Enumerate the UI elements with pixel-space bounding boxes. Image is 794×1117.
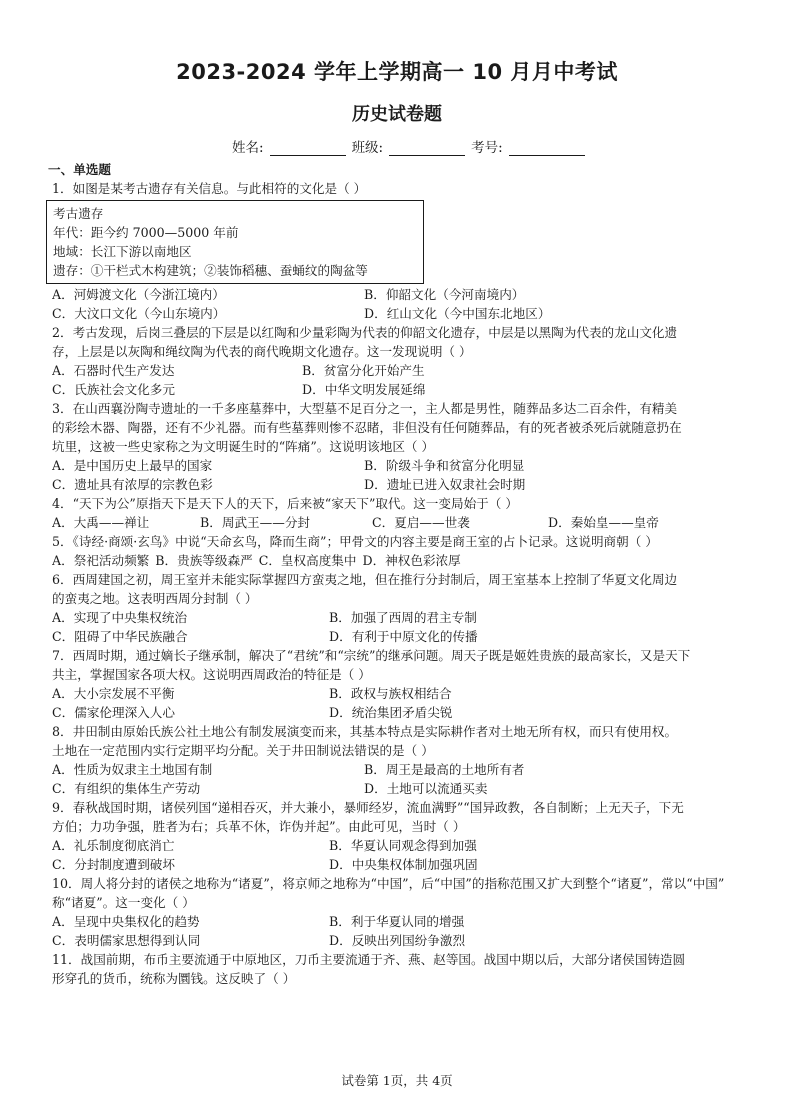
- option-D[interactable]: D．遗址已进入奴隶社会时期: [364, 477, 526, 492]
- option-C[interactable]: C．表明儒家思想得到认同: [52, 933, 201, 948]
- option-B[interactable]: B．贫富分化开始产生: [302, 363, 425, 378]
- options-row: [52, 456, 762, 475]
- option-C[interactable]: C．夏启——世袭: [372, 515, 470, 530]
- archaeology-info-box: [46, 200, 424, 284]
- option-C[interactable]: C．有组织的集体生产劳动: [52, 781, 201, 796]
- question-stem-line: 8．井田制由原始氏族公社土地公有制发展演变而来，其基本特点是实际耕作者对土地无所有权，而只有使用权。: [52, 724, 678, 739]
- question-stem-line: 10．周人将分封的诸侯之地称为“诸夏”，将京师之地称为“中国”，后“中国”的指称范围又扩大到整个“诸夏”，常以“中国”: [52, 876, 725, 891]
- option-B[interactable]: B．仰韶文化（今河南境内）: [364, 287, 525, 302]
- question-stem-line: 的彩绘木器、陶器，还有不少礼器。而有些墓葬则惨不忍睹，非但没有任何随葬品，有的死者被杀死后就随意扔在: [52, 420, 682, 435]
- question-6: [52, 570, 762, 646]
- info-box-line: 地域：长江下游以南地区: [53, 244, 192, 259]
- option-A[interactable]: A．实现了中央集权统治: [52, 610, 188, 625]
- question-stem-line: 形穿孔的货币，统称为圜钱。这反映了（ ）: [52, 971, 296, 986]
- option-D[interactable]: D．神权色彩浓厚: [362, 553, 461, 568]
- class-label: 班级:: [351, 140, 384, 156]
- option-B[interactable]: B．阶级斗争和贫富分化明显: [364, 458, 525, 473]
- question-11: [52, 950, 762, 988]
- question-1: [52, 179, 762, 323]
- question-4: [52, 494, 762, 532]
- student-info-fields: [232, 136, 612, 156]
- option-D[interactable]: D．中央集权体制加强巩固: [329, 857, 478, 872]
- question-stem-line: 7．西周时期，通过嫡长子继承制，解决了“君统”和“宗统”的继承问题。周天子既是姬姓贵族的最高家长，又是天下: [52, 648, 691, 663]
- option-C[interactable]: C．遗址具有浓厚的宗教色彩: [52, 477, 213, 492]
- options-row: [52, 627, 762, 646]
- option-B[interactable]: B．华夏认同观念得到加强: [329, 838, 477, 853]
- page-footer: 试卷第 1页，共 4页: [341, 1073, 453, 1088]
- option-C[interactable]: C．氏族社会文化多元: [52, 382, 175, 397]
- option-D[interactable]: D．秦始皇——皇帝: [548, 515, 659, 530]
- option-D[interactable]: D．中华文明发展延绵: [302, 382, 426, 397]
- options-row: [52, 836, 762, 855]
- class-blank[interactable]: [389, 141, 465, 156]
- info-box-line: 考古遗存: [53, 206, 104, 221]
- question-stem-line: 共主，掌握国家各项大权。这说明西周政治的特征是（ ）: [52, 667, 371, 682]
- options-row: [52, 608, 762, 627]
- option-D[interactable]: D．有利于中原文化的传播: [329, 629, 478, 644]
- options-row: [52, 779, 762, 798]
- option-A[interactable]: A．呈现中央集权化的趋势: [52, 914, 200, 929]
- question-stem-line: 2．考古发现，后岗三叠层的下层是以红陶和少量彩陶为代表的仰韶文化遗存，中层是以黑陶为代表的龙山文化遗: [52, 325, 678, 340]
- question-stem-line: 5．《诗经·商颂·玄鸟》中说“天命玄鸟，降而生商”；甲骨文的内容主要是商王室的占卜记录。这说明商朝（ ）: [52, 534, 658, 549]
- question-stem-line: 4．“天下为公”原指天下是天下人的天下，后来被“家天下”取代。这一变局始于（ ）: [52, 496, 518, 511]
- option-A[interactable]: A．礼乐制度彻底消亡: [52, 838, 175, 853]
- options-row: [52, 475, 762, 494]
- options-row: [52, 551, 762, 570]
- question-5: [52, 532, 762, 570]
- question-stem-line: 称“诸夏”。这一变化（ ）: [52, 895, 195, 910]
- question-stem-line: 坑里，这被一些史家称之为文明诞生时的“阵痛”。这说明该地区（ ）: [52, 439, 435, 454]
- option-A[interactable]: A．石器时代生产发达: [52, 363, 175, 378]
- number-blank[interactable]: [509, 141, 585, 156]
- options-row: [52, 304, 762, 323]
- question-7: [52, 646, 762, 722]
- exam-subtitle: 历史试卷题: [352, 104, 442, 125]
- options-row: [52, 361, 762, 380]
- question-stem-line: 3．在山西襄汾陶寺遗址的一千多座墓葬中，大型墓不足百分之一，主人都是男性，随葬品多达二百余件，有精美: [52, 401, 678, 416]
- option-C[interactable]: C．皇权高度集中: [258, 553, 357, 568]
- options-row: [52, 513, 762, 532]
- question-list: [48, 160, 762, 988]
- options-row: [52, 684, 762, 703]
- question-stem-line: 11．战国前期，布币主要流通于中原地区，刀币主要流通于齐、燕、赵等国。战国中期以后，大部分诸侯国铸造圆: [52, 952, 686, 967]
- options-row: [52, 931, 762, 950]
- info-box-line: 遗存：①干栏式木构建筑；②装饰稻穗、蚕蛹纹的陶盆等: [53, 263, 368, 278]
- question-stem-line: 的蛮夷之地。这表明西周分封制（ ）: [52, 591, 258, 606]
- question-stem-line: 9．春秋战国时期，诸侯列国“递相吞灭，并大兼小，暴师经岁，流血满野”“国异政教，各自制断；上无天子，下无: [52, 800, 684, 815]
- options-row: [52, 855, 762, 874]
- name-label: 姓名:: [232, 140, 264, 156]
- option-B[interactable]: B．贵族等级森严: [155, 553, 253, 568]
- option-B[interactable]: B．政权与族权相结合: [329, 686, 452, 701]
- option-C[interactable]: C．分封制度遭到破坏: [52, 857, 175, 872]
- option-D[interactable]: D．反映出列国纷争激烈: [329, 933, 466, 948]
- option-D[interactable]: D．红山文化（今中国东北地区）: [364, 306, 551, 321]
- option-C[interactable]: C．儒家伦理深入人心: [52, 705, 175, 720]
- option-B[interactable]: B．利于华夏认同的增强: [329, 914, 465, 929]
- option-B[interactable]: B．周武王——分封: [200, 515, 311, 530]
- option-A[interactable]: A．是中国历史上最早的国家: [52, 458, 213, 473]
- exam-title: 2023-2024 学年上学期高一 10 月月中考试: [176, 60, 618, 84]
- option-B[interactable]: B．加强了西周的君主专制: [329, 610, 477, 625]
- option-A[interactable]: A．祭祀活动频繁: [52, 553, 150, 568]
- option-B[interactable]: B．周王是最高的土地所有者: [364, 762, 525, 777]
- options-row: [52, 285, 762, 304]
- name-blank[interactable]: [270, 141, 346, 156]
- question-stem-line: 土地在一定范围内实行定期平均分配。关于井田制说法错误的是（ ）: [52, 743, 434, 758]
- option-D[interactable]: D．土地可以流通买卖: [364, 781, 488, 796]
- section-title: 一、单选题: [48, 162, 111, 177]
- question-stem-line: 1．如图是某考古遗存有关信息。与此相符的文化是（ ）: [52, 181, 367, 196]
- number-label: 考号:: [471, 140, 503, 156]
- question-stem-line: 存，上层是以灰陶和绳纹陶为代表的商代晚期文化遗存。这一发现说明（ ）: [52, 344, 472, 359]
- option-A[interactable]: A．大小宗发展不平衡: [52, 686, 175, 701]
- options-row: [52, 760, 762, 779]
- option-A[interactable]: A．大禹——禅让: [52, 515, 150, 530]
- options-row: [52, 703, 762, 722]
- question-3: [52, 399, 762, 494]
- option-C[interactable]: C．大汶口文化（今山东境内）: [52, 306, 226, 321]
- info-box-line: 年代：距今约 7000—5000 年前: [53, 225, 239, 240]
- question-2: [52, 323, 762, 399]
- question-8: [52, 722, 762, 798]
- option-D[interactable]: D．统治集团矛盾尖锐: [329, 705, 453, 720]
- options-row: [52, 912, 762, 931]
- question-9: [52, 798, 762, 874]
- question-stem-line: 6．西周建国之初，周王室并未能实际掌握四方蛮夷之地，但在推行分封制后，周王室基本上控制了华夏文化周边: [52, 572, 678, 587]
- option-A[interactable]: A．性质为奴隶主土地国有制: [52, 762, 213, 777]
- options-row: [52, 380, 762, 399]
- question-10: [52, 874, 762, 950]
- question-stem-line: 方伯；力功争强，胜者为右；兵革不休，诈伪并起”。由此可见，当时（ ）: [52, 819, 466, 834]
- option-A[interactable]: A．河姆渡文化（今浙江境内）: [52, 287, 225, 302]
- option-C[interactable]: C．阻碍了中华民族融合: [52, 629, 188, 644]
